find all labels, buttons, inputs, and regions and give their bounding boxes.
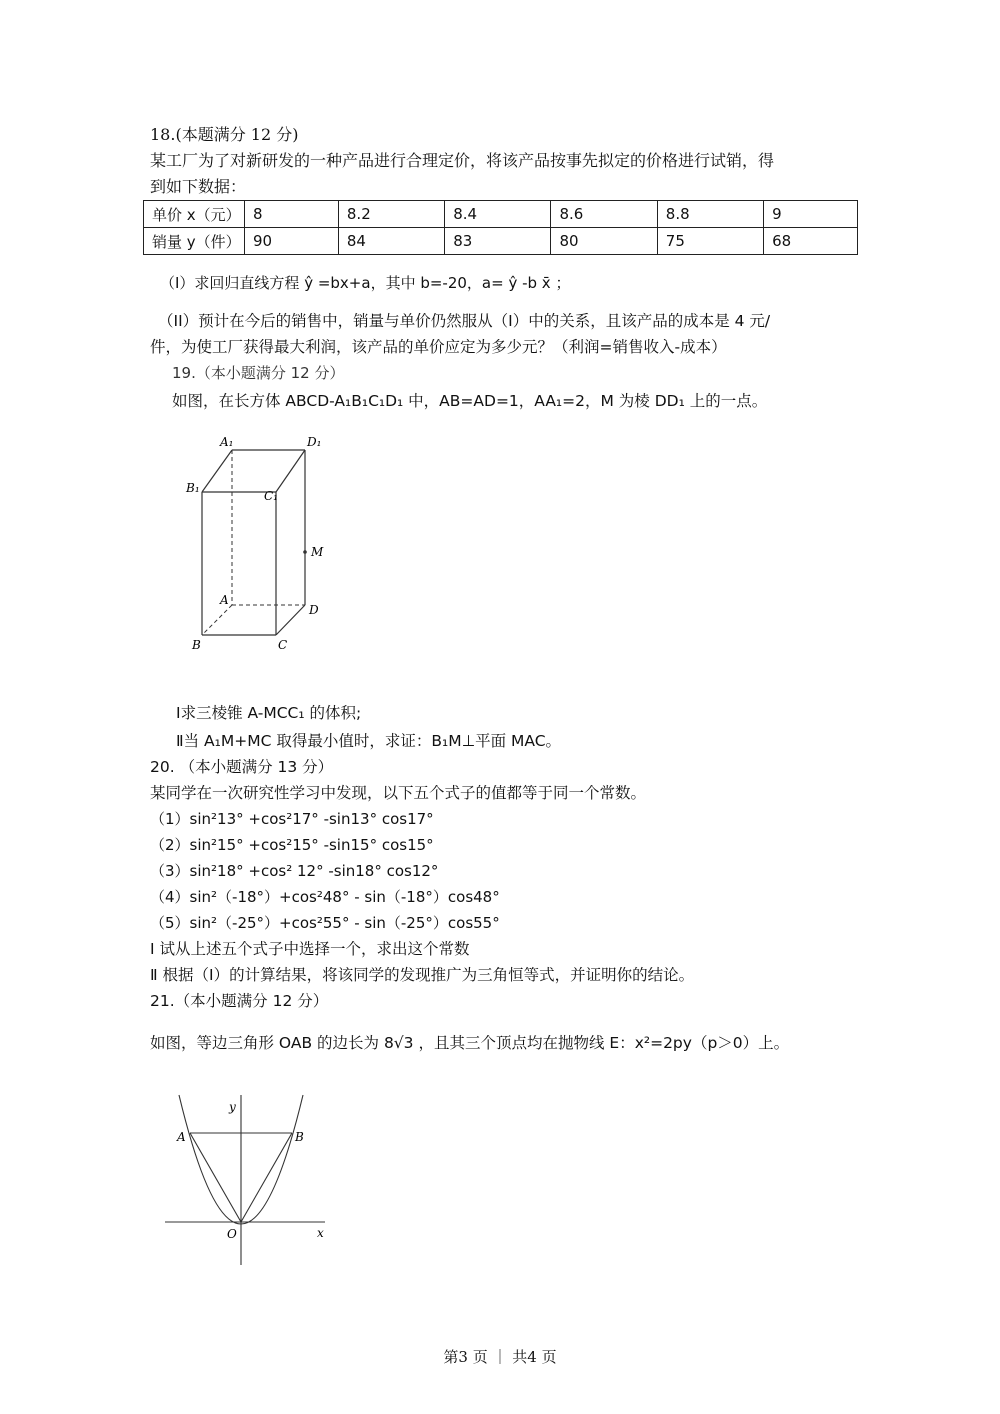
label-a: A [177, 1130, 186, 1144]
table-cell: 9 [764, 201, 858, 228]
table-row-price [144, 201, 858, 228]
table-cell: 8.8 [657, 201, 763, 228]
cuboid-figure [180, 430, 340, 660]
q19-intro: 如图，在长方体 ABCD-A₁B₁C₁D₁ 中，AB=AD=1，AA₁=2，M 为棱 DD₁ 上的一点。 [172, 392, 768, 410]
axis-label-x: x [317, 1226, 324, 1240]
q20-item-1: （1）sin²13° +cos²17° -sin13° cos17° [150, 810, 434, 828]
q20-item-3: （3）sin²18° +cos² 12° -sin18° cos12° [150, 862, 439, 880]
q20-item-4: （4）sin²（-18°）+cos²48° - sin（-18°）cos48° [150, 888, 500, 906]
table-cell: 8.4 [445, 201, 551, 228]
q20-item-2: （2）sin²15° +cos²15° -sin15° cos15° [150, 836, 434, 854]
table-cell: 单价 x（元） [144, 201, 245, 228]
table-cell: 销量 y（件） [144, 228, 245, 255]
q18-title: 18.(本题满分 12 分) [150, 125, 299, 144]
label-b: B [295, 1130, 304, 1144]
label-d: D [309, 603, 319, 617]
label-m: M [311, 545, 324, 559]
table-cell: 8.2 [338, 201, 444, 228]
q21-title: 21.（本小题满分 12 分） [150, 992, 329, 1010]
q19-title: 19.（本小题满分 12 分） [172, 364, 345, 382]
page-footer: 第3 页 ｜ 共4 页 [443, 1348, 557, 1366]
axis-label-y: y [229, 1100, 236, 1114]
label-b1: B₁ [186, 481, 200, 495]
q20-title: 20. （本小题满分 13 分） [150, 758, 334, 776]
q20-item-5: （5）sin²（-25°）+cos²55° - sin（-25°）cos55° [150, 914, 500, 932]
q19-part1: Ⅰ求三棱锥 A-MCC₁ 的体积; [176, 704, 362, 722]
q18-intro-line2: 到如下数据： [150, 177, 247, 196]
q18-part1: （I）求回归直线方程 ŷ =bx+a，其中 b=-20，a= ŷ -b x̄ ； [160, 274, 571, 292]
label-c: C [278, 638, 288, 652]
label-a1: A₁ [220, 435, 234, 449]
label-b: B [192, 638, 201, 652]
q18-intro-line1: 某工厂为了对新研发的一种产品进行合理定价，将该产品按事先拟定的价格进行试销，得 [150, 151, 775, 170]
table-cell: 75 [657, 228, 763, 255]
label-d1: D₁ [307, 435, 322, 449]
label-c1: C₁ [264, 489, 278, 503]
table-cell: 83 [445, 228, 551, 255]
label-o: O [227, 1227, 237, 1241]
table-cell: 8 [245, 201, 339, 228]
parabola-figure [165, 1085, 350, 1270]
q20-part2: Ⅱ 根据（Ⅰ）的计算结果，将该同学的发现推广为三角恒等式，并证明你的结论。 [150, 966, 695, 984]
q18-data-table [143, 200, 858, 255]
table-cell: 8.6 [551, 201, 657, 228]
q20-part1: Ⅰ 试从上述五个式子中选择一个，求出这个常数 [150, 940, 470, 958]
q19-part2: Ⅱ当 A₁M+MC 取得最小值时，求证：B₁M⊥平面 MAC。 [176, 732, 562, 750]
q18-part2-line1: （II）预计在今后的销售中，销量与单价仍然服从（I）中的关系，且该产品的成本是 4 元/ [158, 312, 771, 330]
table-cell: 84 [338, 228, 444, 255]
table-cell: 80 [551, 228, 657, 255]
label-a: A [220, 593, 229, 607]
q18-part2-line2: 件，为使工厂获得最大利润，该产品的单价应定为多少元？（利润=销售收入-成本） [150, 338, 727, 356]
table-cell: 68 [764, 228, 858, 255]
table-row-sales [144, 228, 858, 255]
q21-intro: 如图，等边三角形 OAB 的边长为 8√3 ，且其三个顶点均在抛物线 E：x²=2py（p＞0）上。 [150, 1034, 790, 1052]
table-cell: 90 [245, 228, 339, 255]
q20-intro: 某同学在一次研究性学习中发现，以下五个式子的值都等于同一个常数。 [150, 784, 647, 802]
